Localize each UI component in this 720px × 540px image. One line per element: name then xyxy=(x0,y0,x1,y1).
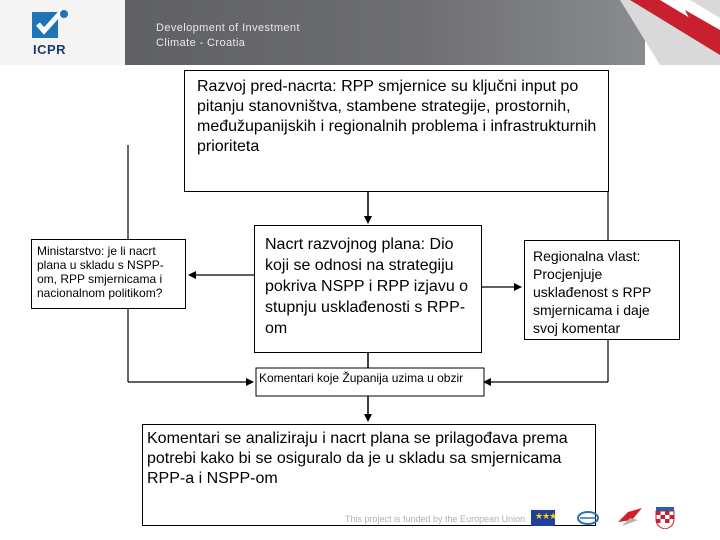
banner-subtitle: Climate - Croatia xyxy=(156,37,246,49)
draft-plan-box: Nacrt razvojnog plana: Dio koji se odnosi na strategiju pokriva NSPP i RPP izjavu o stupnju usklađenosti s RPP-om xyxy=(254,225,482,353)
banner-title: Development of Investment xyxy=(156,22,300,34)
eu-flag-icon: ★★★ xyxy=(531,510,555,526)
county-comments-note: Komentari koje Županija uzima u obzir xyxy=(259,371,464,385)
draft-development-box: Razvoj pred-nacrta: RPP smjernice su ključni input po pitanju stanovništva, stambene strategije, prostornih, međužupanijskih i regionalnih problema i infrastrukturnih prioriteta xyxy=(184,70,609,192)
croatia-coat-of-arms-icon xyxy=(655,507,675,529)
logo-text: ICPR xyxy=(33,42,67,57)
comments-analysis-box: Komentari se analiziraju i nacrt plana se prilagođava prema potrebi kako bi se osiguralo da je u skladu sa smjernicama RPP-a i NSPP-om xyxy=(142,424,596,526)
ministry-box: Ministarstvo: je li nacrt plana u skladu s NSPP-om, RPP smjernicama i nacionalnom politikom? xyxy=(31,239,186,309)
funding-text: This project is funded by the European Union xyxy=(345,514,526,524)
regional-authority-box: Regionalna vlast: Procjenjuje usklađenost s RPP smjernicama i daje svoj komentar xyxy=(524,240,680,340)
partner-logo-icon xyxy=(577,510,599,526)
ministry-logo-icon xyxy=(618,508,642,528)
